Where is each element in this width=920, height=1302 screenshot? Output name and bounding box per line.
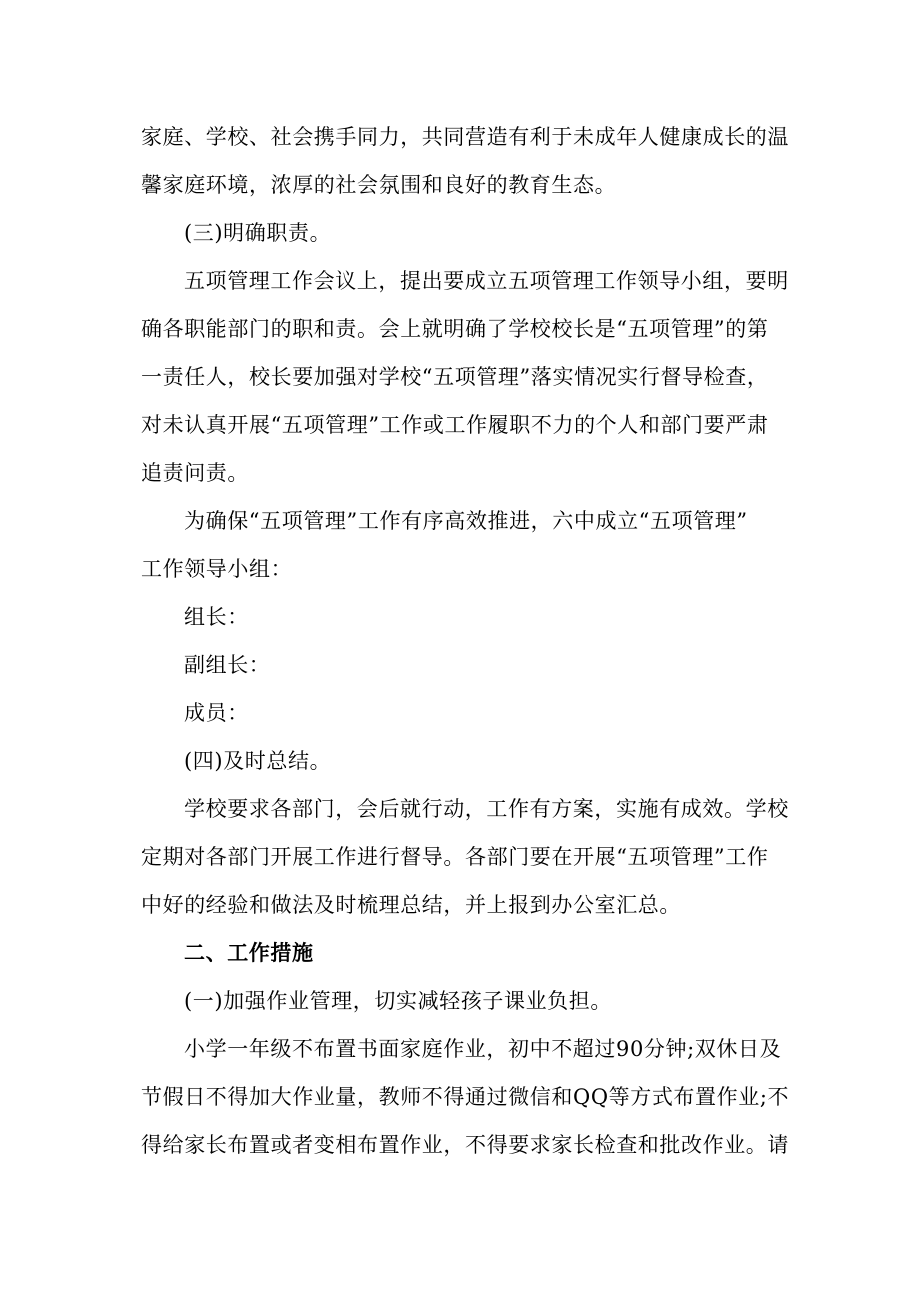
section-heading-3: (三)明确职责。 xyxy=(184,221,332,245)
paragraph-line: 工作领导小组： xyxy=(141,557,293,581)
paragraph-line: 家庭、学校、社会携手同力，共同营造有利于未成年人健康成长的温 xyxy=(141,125,789,149)
paragraph-line: 小学一年级不布置书面家庭作业，初中不超过90分钟;双休日及 xyxy=(184,1037,782,1061)
paragraph-line: 节假日不得加大作业量，教师不得通过微信和QQ等方式布置作业;不 xyxy=(141,1085,790,1109)
paragraph-line: 确各职能部门的职和责。会上就明确了学校校长是“五项管理”的第 xyxy=(141,317,769,341)
members-label: 成员： xyxy=(184,701,249,725)
section-heading-1: (一)加强作业管理，切实减轻孩子课业负担。 xyxy=(184,989,612,1013)
paragraph-line: 为确保“五项管理”工作有序高效推进，六中成立“五项管理” xyxy=(184,509,748,533)
deputy-leader-label: 副组长： xyxy=(184,653,271,677)
paragraph-line: 对未认真开展“五项管理”工作或工作履职不力的个人和部门要严肃 xyxy=(141,413,769,437)
paragraph-line: 一责任人，校长要加强对学校“五项管理”落实情况实行督导检查， xyxy=(141,365,769,389)
group-leader-label: 组长： xyxy=(184,605,249,629)
paragraph-line: 得给家长布置或者变相布置作业，不得要求家长检查和批改作业。请 xyxy=(141,1133,789,1157)
section-heading-4: (四)及时总结。 xyxy=(184,749,332,773)
chapter-heading: 二、工作措施 xyxy=(184,940,314,965)
paragraph-line: 中好的经验和做法及时梳理总结，并上报到办公室汇总。 xyxy=(141,893,681,917)
paragraph-line: 追责问责。 xyxy=(141,461,249,485)
paragraph-line: 定期对各部门开展工作进行督导。各部门要在开展“五项管理”工作 xyxy=(141,845,769,869)
paragraph-line: 五项管理工作会议上，提出要成立五项管理工作领导小组，要明 xyxy=(184,269,789,293)
paragraph-line: 学校要求各部门，会后就行动，工作有方案，实施有成效。学校 xyxy=(184,797,789,821)
paragraph-line: 馨家庭环境，浓厚的社会氛围和良好的教育生态。 xyxy=(141,173,617,197)
